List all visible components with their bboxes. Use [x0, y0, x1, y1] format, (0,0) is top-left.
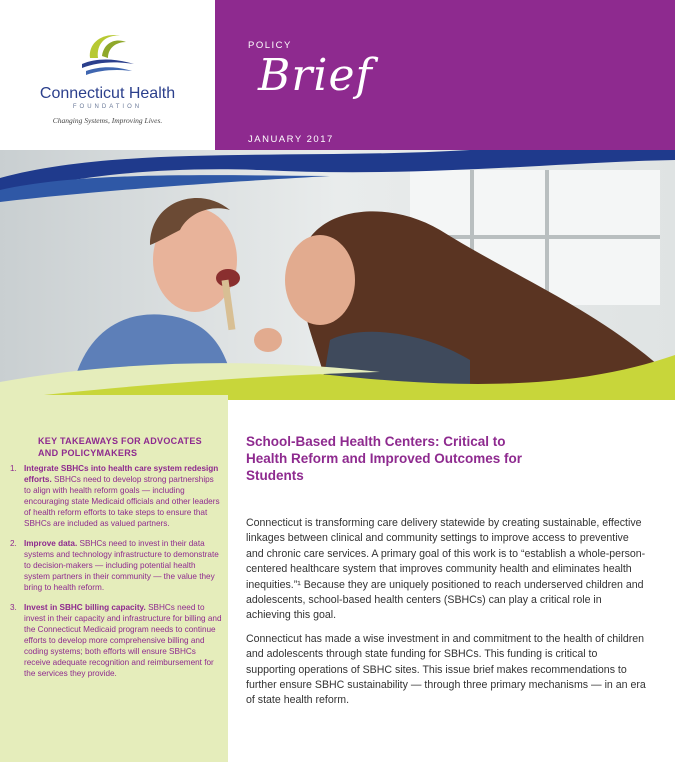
takeaway-number: 1.: [10, 464, 17, 473]
takeaway-text: SBHCs need to invest in their data systems and technology infrastructure to demonstrate to decision-makers — including potential health system partners in their community — the value they bring to health reform.: [24, 539, 219, 592]
body-paragraph: Connecticut is transforming care delivery statewide by creating sustainable, effective linkages between clinical and community settings to improve access to preventive and chronic care services. A primary goal of this work is to “establish a whole-person-centered healthcare system that improves community health and eliminates health inequities.”¹ Because they are uniquely positioned to reach underserved children and adolescents, school-based health centers (SBHCs) can play a critical role in achieving this goal.: [246, 517, 646, 622]
takeaways-title: KEY TAKEAWAYS FOR ADVOCATES AND POLICYMAKERS: [38, 436, 202, 458]
policy-label: POLICY: [248, 40, 292, 51]
takeaway-text: SBHCs need to develop strong partnerships to align with health reform goals — including encouraging state Medicaid officials and other leaders of health reform efforts to take steps to ensure that SBHCs are included as valued partners.: [24, 475, 220, 528]
article-body: [246, 516, 648, 717]
logo-area: [0, 0, 215, 145]
org-subtitle: FOUNDATION: [72, 104, 143, 110]
takeaway-item: [10, 463, 222, 529]
org-tagline: Changing Systems, Improving Lives.: [52, 116, 163, 125]
takeaway-number: 2.: [10, 539, 17, 548]
takeaway-number: 3.: [10, 603, 17, 612]
publication-date: JANUARY 2017: [248, 134, 334, 145]
takeaway-lead: Invest in SBHC billing capacity.: [24, 603, 149, 612]
hero-illustration: [0, 150, 675, 400]
brief-title: Brief: [258, 50, 373, 101]
takeaway-item: [10, 538, 222, 593]
foundation-logo-icon: [80, 28, 136, 80]
article-headline: School-Based Health Centers: Critical to Health Reform and Improved Outcomes for Students: [246, 434, 523, 483]
takeaway-lead: Improve data.: [24, 539, 80, 548]
takeaway-text: SBHCs need to invest in their capacity and infrastructure for billing and the Connecticut Medicaid program needs to continue efforts to develop more comprehensive billing and coding systems; both efforts will ensure SBHCs receive adequate recognition and reimbursement for the services they provide.: [24, 603, 222, 678]
hero-photo: [0, 150, 675, 400]
takeaway-lead: Integrate SBHCs into health care system redesign efforts.: [24, 464, 219, 484]
org-name: Connecticut Health: [39, 85, 176, 102]
body-paragraph: Connecticut has made a wise investment in and commitment to the health of children and adolescents through state funding for SBHCs. This funding is critical to supporting operations of SBHC sites. This issue brief makes recommendations to further ensure SBHC sustainability — through three primary mechanisms — in an era of state health reform.: [246, 632, 646, 707]
takeaway-item: [10, 602, 222, 679]
takeaways-list: [10, 463, 222, 688]
